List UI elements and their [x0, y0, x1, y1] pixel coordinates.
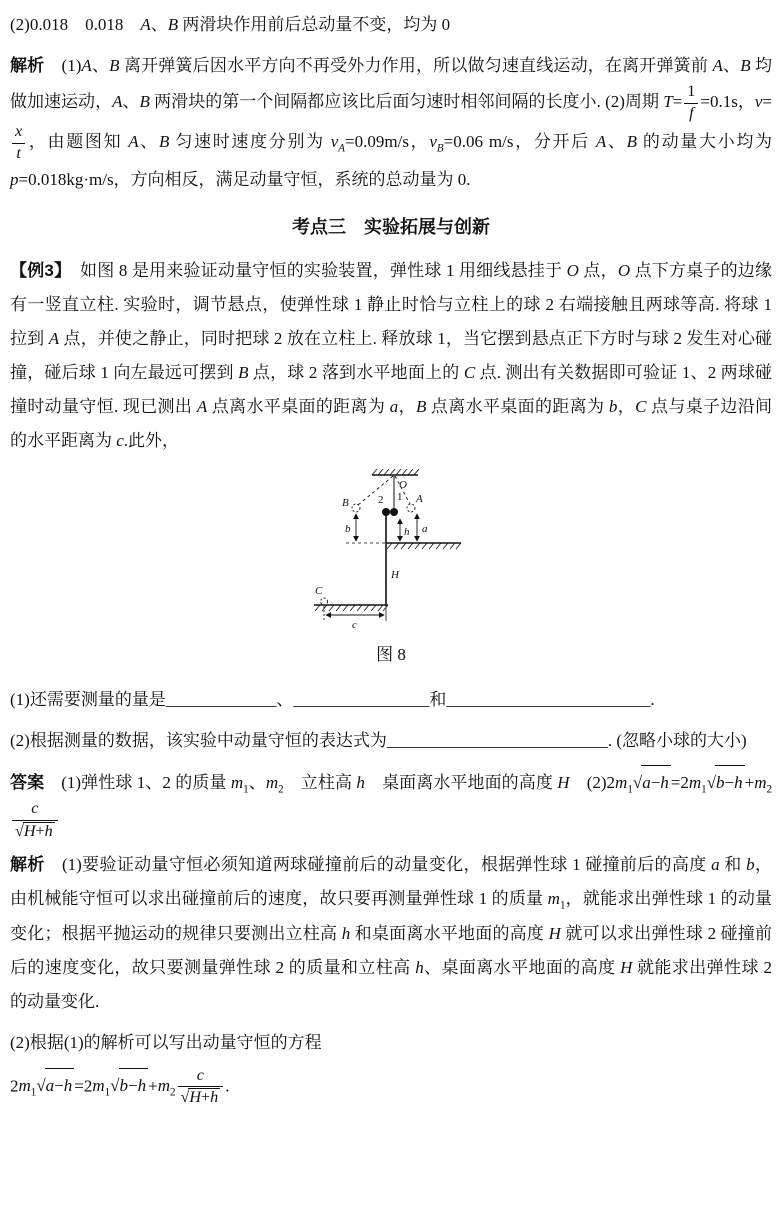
- figure-caption: 图 8: [376, 645, 406, 665]
- figure-label-c: c: [352, 619, 357, 632]
- figure-label-O: O: [399, 479, 407, 492]
- figure-label-a: a: [422, 523, 428, 536]
- paragraph-answer-part2: (2)0.018 0.018 A、B 两滑块作用前后总动量不变，均为 0: [10, 15, 451, 34]
- figure-label-ball1: 1: [397, 491, 403, 504]
- paragraph-solution-1: 解析 (1)A、B 离开弹簧后因水平方向不再受外力作用，所以做匀速直线运动，在离开弹簧前 A、B 均做加速运动，A、B 两滑块的第一个间隔都应该比后面匀速时相邻间隔的长度小. (2)周期 T= $\frac{1}{f}$ =0.1s，v= $\frac{x}{t}$ ，由题图知 A、B 匀速时速度分别为 $v_A=0.09m/s$，$v_B=0.06$ m/s，分开后 A、B 的动量大小均为 p=0.018kg·m/s，方向相反，满足动量守恒，系统的总动量为 0.: [10, 56, 773, 190]
- question-blank-1: (1)还需要测量的量是_____________、________________和________________________.: [10, 689, 655, 709]
- ball-at-A-dashed: [407, 504, 415, 512]
- string-to-B-dashed: [358, 476, 393, 505]
- table-hatch: [387, 543, 461, 549]
- figure-8-diagram: [10, 465, 772, 640]
- ball-1: [390, 508, 398, 516]
- figure-label-B: B: [342, 497, 349, 510]
- paragraph-answer: 答案 (1)弹性球 1、2 的质量 $m_1$、$m_2$ 立柱高 h 桌面离水平地面的高度 H $(2)2m_1√a-h =2m_1√b-h +m_2$ $\frac{c}{√H+h}$: [10, 765, 772, 842]
- figure-label-A: A: [416, 493, 423, 506]
- floor-hatch: [315, 605, 388, 611]
- paragraph-equation-intro: (2)根据(1)的解析可以写出动量守恒的方程: [10, 1032, 322, 1052]
- paragraph-equation: $2m_1√a-h =2m_1√b-h +m_2$ $\frac{c}{√H+h}$ .: [10, 1066, 230, 1107]
- ball-2: [382, 508, 390, 516]
- figure-label-b: b: [345, 523, 351, 536]
- figure-label-ball2: 2: [378, 494, 384, 507]
- question-blank-2: (2)根据测量的数据，该实验中动量守恒的表达式为__________________________. (忽略小球的大小): [10, 730, 747, 750]
- experiment-apparatus-figure: [276, 465, 506, 635]
- paragraph-example-3: 【例3】 如图 8 是用来验证动量守恒的实验装置，弹性球 1 用细线悬挂于 O 点，O 点下方桌子的边缘有一竖直立柱. 实验时，调节悬点，使弹性球 1 静止时恰与立柱上的球 2 右端接触且两球等高. 将球 1 拉到 A 点，并使之静止，同时把球 2 放在立柱上. 释放球 1，当它摆到悬点正下方时与球 2 发生对心碰撞，碰后球 1 向左最远可摆到 B 点，球 2 落到水平地面上的 C 点. 测出有关数据即可验证 1、2 两球碰撞时动量守恒. 现已测出 A 点离水平桌面的距离为 a，B 点离水平桌面的距离为 b，C 点与桌子边沿间的水平距离为 c.此外，: [10, 261, 773, 451]
- section-heading: 考点三 实验拓展与创新: [292, 217, 490, 238]
- figure-label-h: h: [404, 526, 410, 539]
- paragraph-solution-2: 解析 (1)要验证动量守恒必须知道两球碰撞前后的动量变化，根据弹性球 1 碰撞前后的高度 a 和 b，由机械能守恒可以求出碰撞前后的速度，故只要再测量弹性球 1 的质量 $m_1$，就能求出弹性球 1 的动量变化；根据平抛运动的规律只要测出立柱高 h 和桌面离水平地面的高度 H 就可以求出弹性球 2 碰撞前后的速度变化，故只要测量弹性球 2 的质量和立柱高 h、桌面离水平地面的高度 H 就能求出弹性球 2 的动量变化.: [10, 855, 773, 1011]
- figure-label-H: H: [391, 569, 399, 582]
- ball-at-B-dashed: [352, 504, 360, 512]
- ball-at-C-dashed: [321, 598, 328, 605]
- figure-label-C: C: [315, 585, 323, 598]
- ceiling-hatch: [372, 469, 419, 475]
